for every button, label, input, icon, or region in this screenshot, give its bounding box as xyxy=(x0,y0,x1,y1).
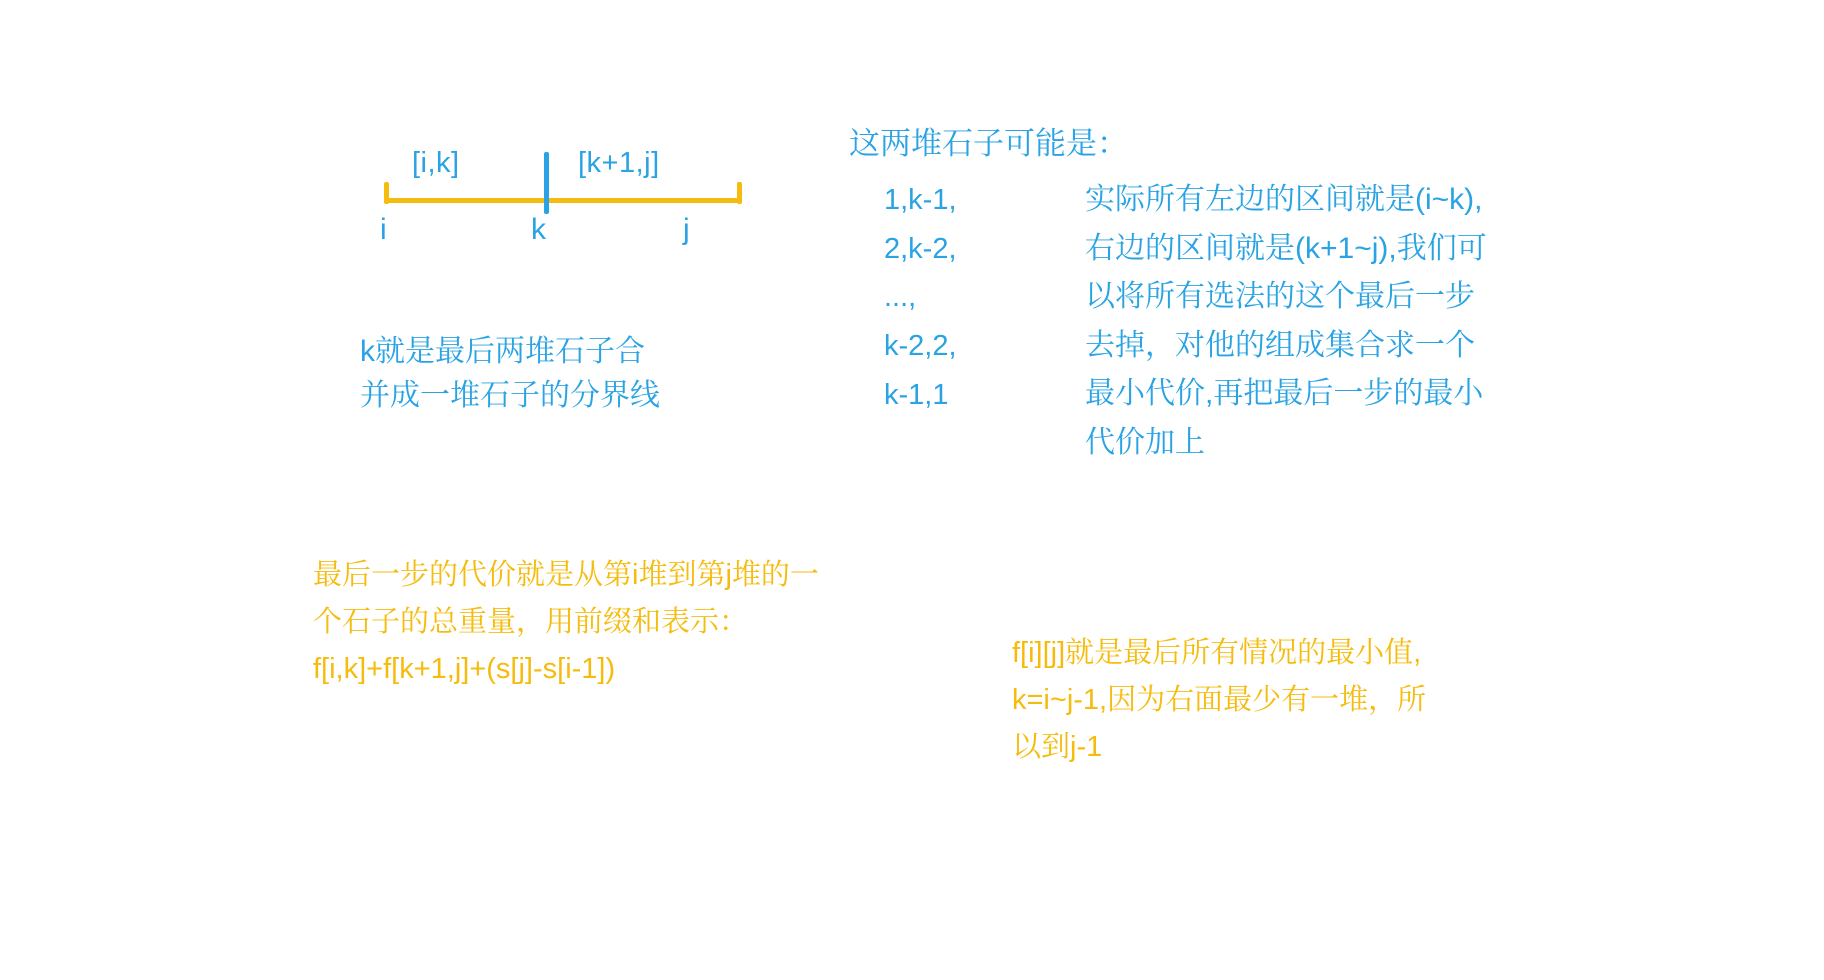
list-item: k-1,1 xyxy=(884,378,949,411)
marker-j-label: j xyxy=(683,213,690,246)
divider-note-line-1: k就是最后两堆石子合 xyxy=(360,335,645,368)
explanation-line-1: 实际所有左边的区间就是(i~k), xyxy=(1085,183,1483,216)
interval-bracket-line xyxy=(384,198,742,203)
left-interval-label: [i,k] xyxy=(412,147,460,179)
split-divider-line xyxy=(544,152,549,214)
explanation-line-2: 右边的区间就是(k+1~j),我们可 xyxy=(1085,231,1487,265)
formula-note xyxy=(1012,630,1652,771)
cost-note xyxy=(313,552,1033,693)
cost-note-line-1: 最后一步的代价就是从第i堆到第j堆的一 xyxy=(313,559,819,591)
interval-diagram xyxy=(370,120,750,280)
formula-note-line-1: f[i][j]就是最后所有情况的最小值, xyxy=(1012,637,1422,669)
list-item: 1,k-1, xyxy=(884,184,957,216)
divider-note-line-2: 并成一堆石子的分界线 xyxy=(360,378,660,412)
divider-note xyxy=(360,330,790,417)
list-item: k-2,2, xyxy=(884,330,957,363)
right-interval-label: [k+1,j] xyxy=(578,147,660,179)
formula-note-line-3: 以到j-1 xyxy=(1012,730,1103,763)
cost-note-line-2: 个石子的总重量，用前缀和表示： xyxy=(313,605,749,638)
marker-k-label: k xyxy=(531,213,546,246)
piles-heading: 这两堆石子可能是： xyxy=(849,126,1128,161)
explanation-paragraph xyxy=(1085,176,1685,468)
list-item: ..., xyxy=(884,281,917,314)
explanation-line-3: 以将所有选法的这个最后一步 xyxy=(1085,280,1475,314)
cost-note-formula: f[i,k]+f[k+1,j]+(s[j]-s[i-1]) xyxy=(313,652,616,685)
marker-i-label: i xyxy=(380,213,387,246)
pile-combination-list xyxy=(884,176,1044,420)
interval-bracket-right-tick xyxy=(737,182,742,204)
explanation-line-6: 代价加上 xyxy=(1085,425,1205,459)
explanation-line-5: 最小代价,再把最后一步的最小 xyxy=(1085,377,1484,411)
list-item: 2,k-2, xyxy=(884,232,957,265)
formula-note-line-2: k=i~j-1,因为右面最少有一堆，所 xyxy=(1012,683,1427,716)
explanation-line-4: 去掉，对他的组成集合求一个 xyxy=(1085,328,1475,362)
interval-bracket-left-tick xyxy=(384,182,389,204)
